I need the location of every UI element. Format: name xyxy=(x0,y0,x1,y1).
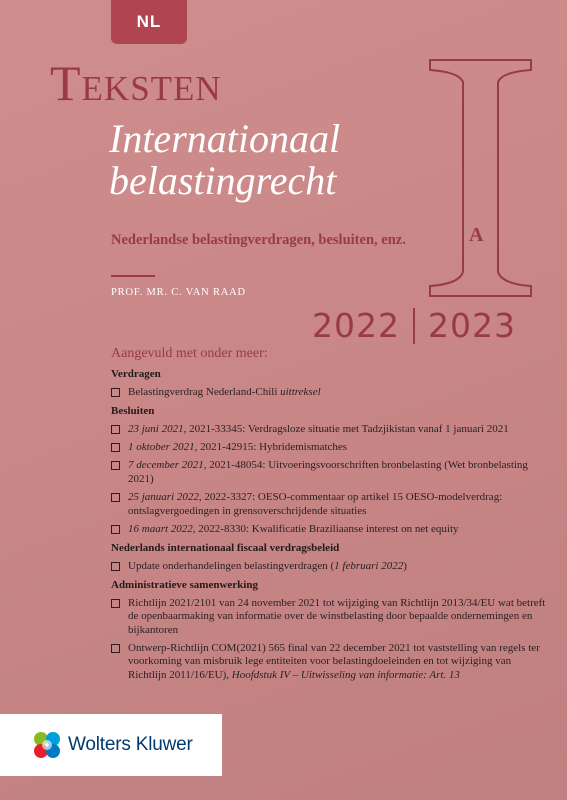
checkbox-icon xyxy=(111,461,120,470)
year-separator xyxy=(413,308,415,344)
publisher-logo xyxy=(0,714,222,776)
list-item: 23 juni 2021, 2021-33345: Verdragsloze situatie met Tadzjikistan vanaf 1 januari 2021 xyxy=(111,423,551,436)
contents-intro: Aangevuld met onder meer: xyxy=(111,346,268,361)
book-title xyxy=(109,118,340,202)
edition-years xyxy=(312,306,516,345)
checkbox-icon xyxy=(111,644,120,653)
book-title-line2: belastingrecht xyxy=(109,158,337,203)
checkbox-icon xyxy=(111,443,120,452)
list-item: 25 januari 2022, 2022-3327: OESO-commentaar op artikel 15 OESO-modelverdrag: ontslagvergoedingen in grensoverschrijdende situaties xyxy=(111,491,551,518)
section-heading-beleid: Nederlands internationaal fiscaal verdragsbeleid xyxy=(111,542,340,555)
part-letter: A xyxy=(469,224,484,246)
contents-list xyxy=(111,347,551,687)
checkbox-icon xyxy=(111,562,120,571)
year-to: 2023 xyxy=(427,306,516,345)
list-item: Richtlijn 2021/2101 van 24 november 2021 tot wijziging van Richtlijn 2013/34/EU wat betreft de openbaarmaking van informatie over de winstbelasting door bepaalde ondernemingen en bijkantoren xyxy=(111,597,551,637)
list-item: Ontwerp-Richtlijn COM(2021) 565 final van 22 december 2021 tot vaststelling van regels ter voorkoming van misbruik lege entiteiten voor belastingdoeleinden en tot wijziging van Richtlijn 2011/16/EU), Hoofdstuk IV – Uitwisseling van informatie: Art. 13 xyxy=(111,642,551,682)
section-heading-verdragen: Verdragen xyxy=(111,368,161,381)
list-item: 1 oktober 2021, 2021-42915: Hybridemismatches xyxy=(111,441,551,454)
list-item: 7 december 2021, 2021-48054: Uitvoeringsvoorschriften bronbelasting (Wet bronbelasting 2021) xyxy=(111,459,551,486)
list-item: Belastingverdrag Nederland-Chili uittreksel xyxy=(111,386,551,399)
section-heading-samenwerking: Administratieve samenwerking xyxy=(111,579,258,592)
checkbox-icon xyxy=(111,388,120,397)
list-item: Update onderhandelingen belastingverdragen (1 februari 2022) xyxy=(111,560,551,573)
section-heading-besluiten: Besluiten xyxy=(111,405,155,418)
checkbox-icon xyxy=(111,599,120,608)
roman-numeral-i-icon xyxy=(428,58,533,298)
checkbox-icon xyxy=(111,493,120,502)
wolters-kluwer-logo-icon xyxy=(32,730,62,760)
divider xyxy=(111,275,155,277)
year-from: 2022 xyxy=(312,306,400,345)
series-title: Teksten xyxy=(50,55,222,111)
list-item: 16 maart 2022, 2022-8330: Kwalificatie Braziliaanse interest on net equity xyxy=(111,523,551,536)
language-badge: NL xyxy=(111,0,187,44)
author: PROF. MR. C. VAN RAAD xyxy=(111,287,246,298)
publisher-name: Wolters Kluwer xyxy=(68,734,193,755)
book-subtitle: Nederlandse belastingverdragen, besluiten, enz. xyxy=(111,232,406,248)
checkbox-icon xyxy=(111,425,120,434)
checkbox-icon xyxy=(111,525,120,534)
book-title-line1: Internationaal xyxy=(109,116,341,161)
